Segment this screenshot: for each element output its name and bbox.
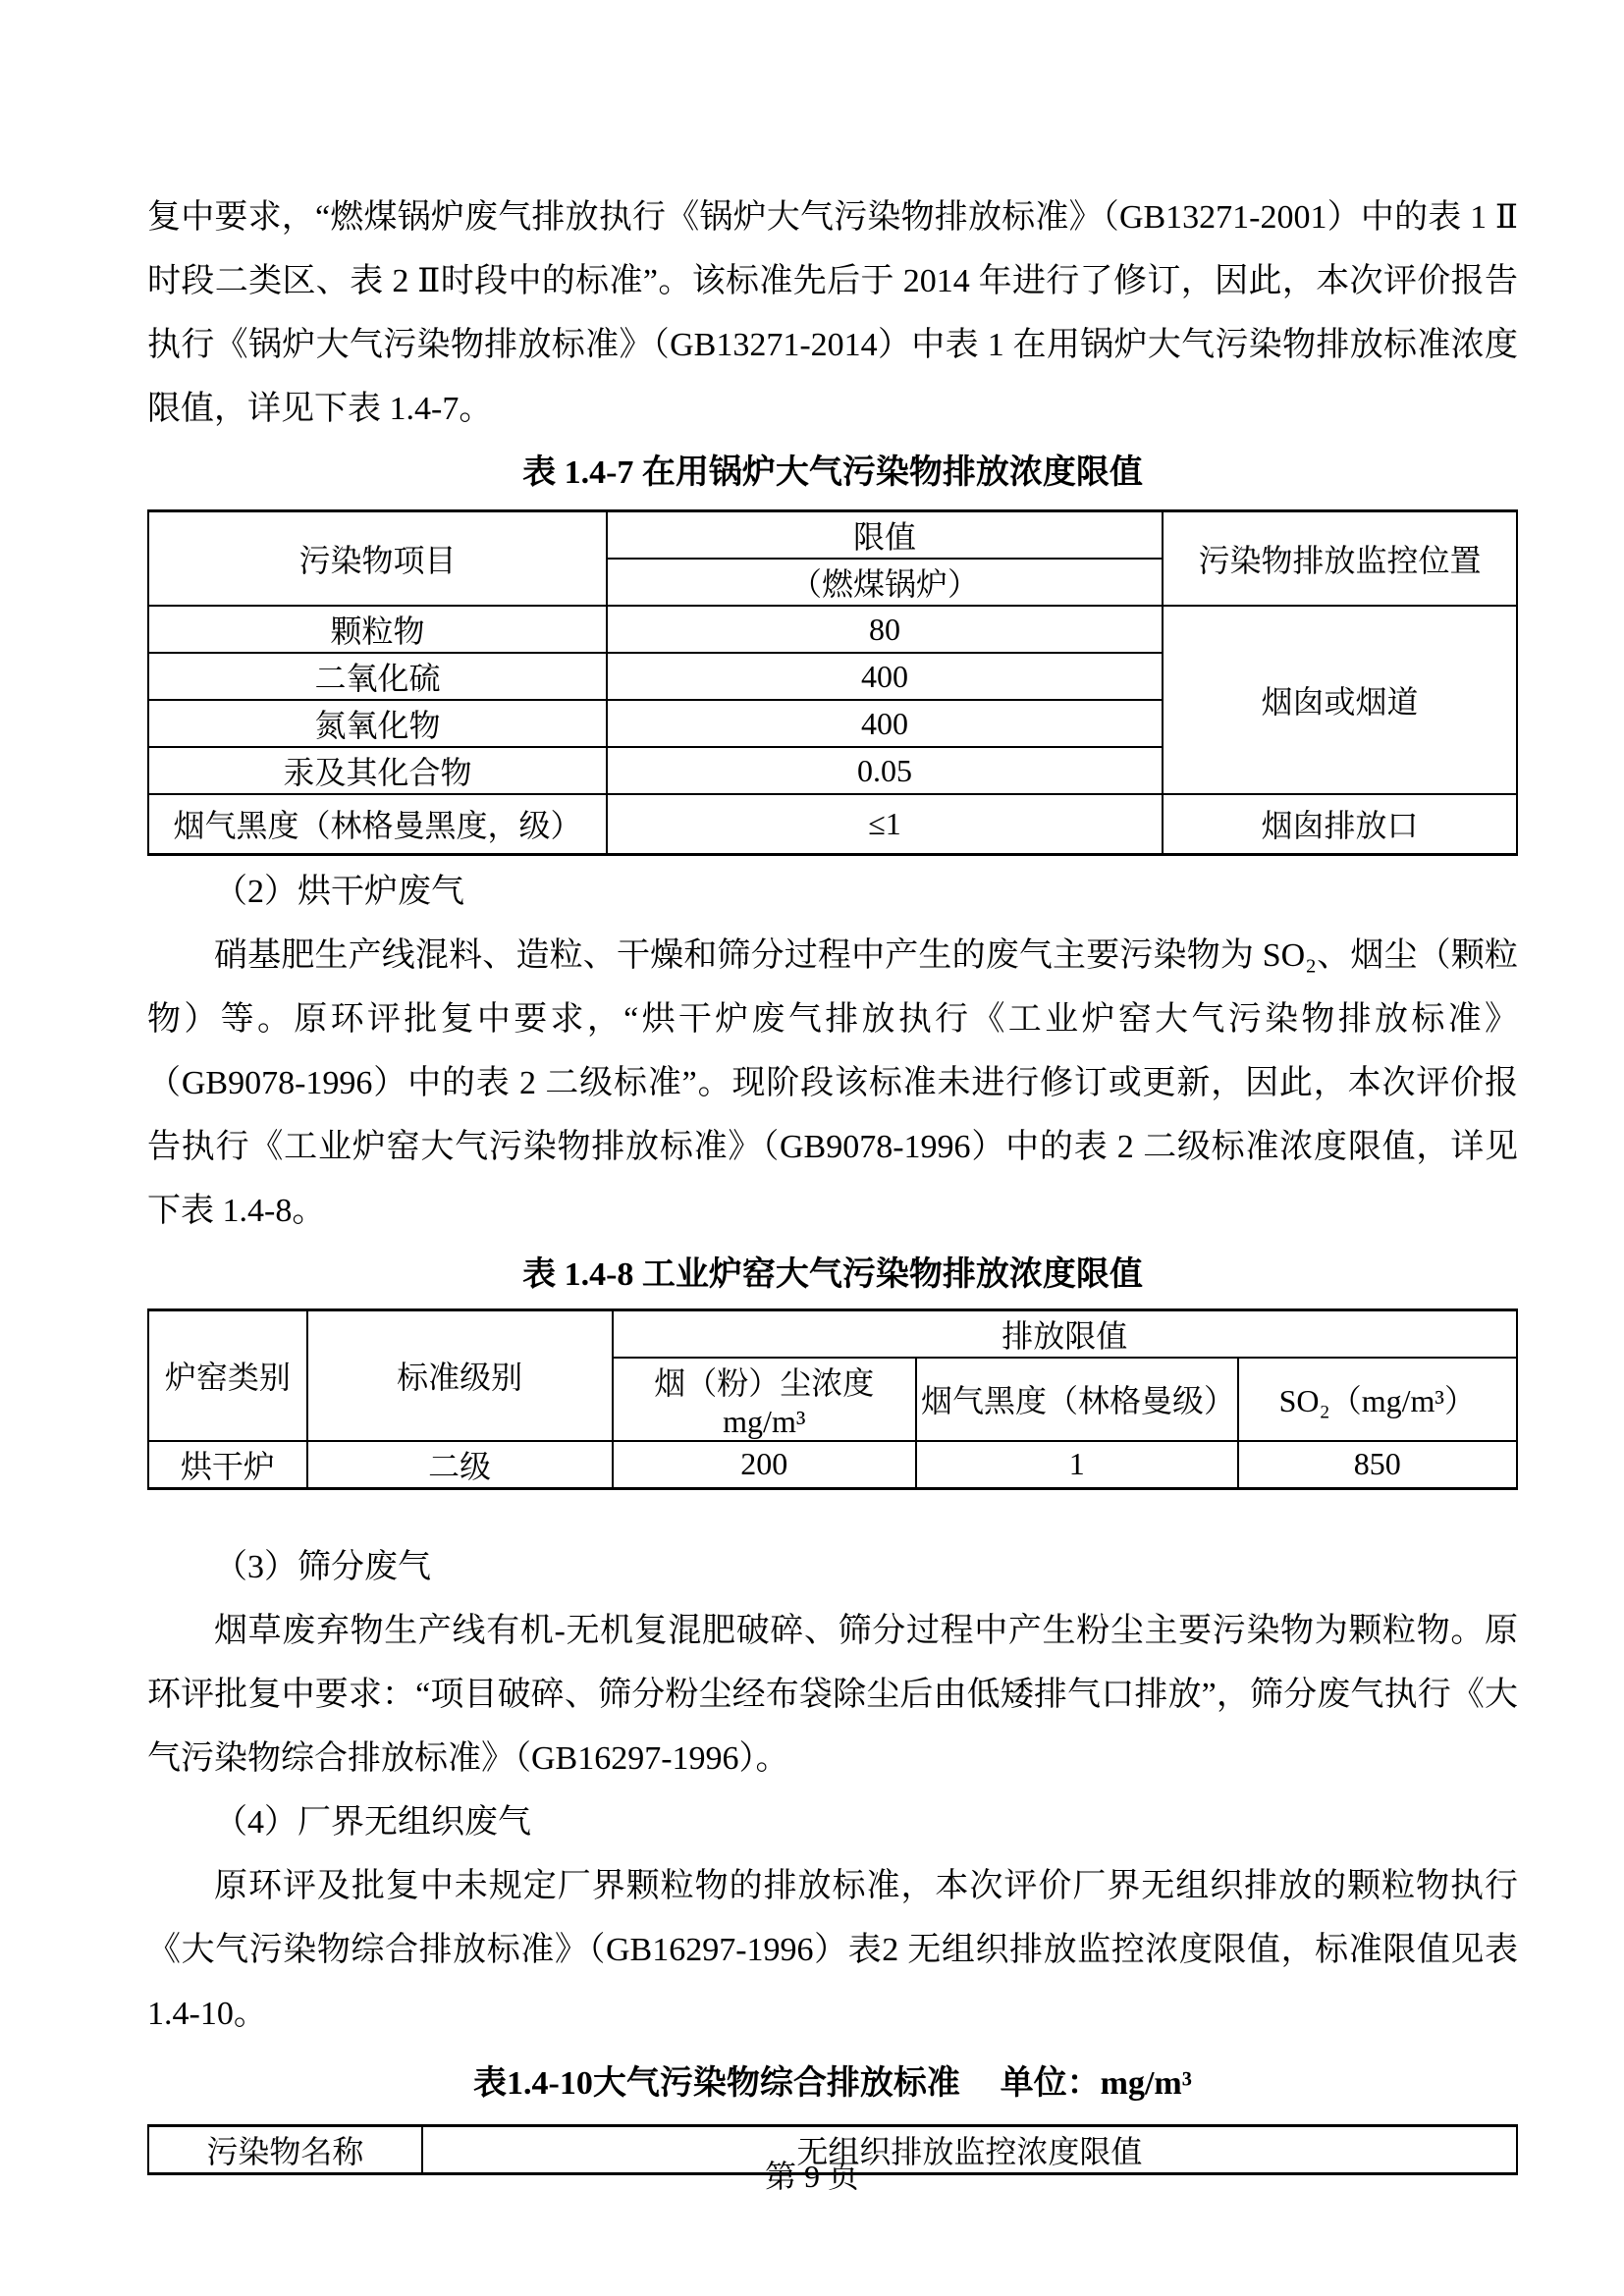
table-row xyxy=(148,1309,1517,1358)
paragraph-fugitive-emission: 原环评及批复中未规定厂界颗粒物的排放标准，本次评价厂界无组织排放的颗粒物执行《大气污染物综合排放标准》（GB16297-1996）表2 无组织排放监控浓度限值，标准限值见表1.4-10。 xyxy=(147,1867,1518,2032)
table-1-4-10-caption-title: 表1.4-10大气污染物综合排放标准 xyxy=(473,2064,960,2102)
paragraph-drying-furnace: 硝基肥生产线混料、造粒、干燥和筛分过程中产生的废气主要污染物为 SO₂、烟尘（颗粒物）等。原环评批复中要求，“烘干炉废气排放执行《工业炉窑大气污染物排放标准》（GB9078-1996）中的表 2 二级标准”。现阶段该标准未进行修订或更新，因此，本次评价报告执行《工业炉窑大气污染物排放标准》（GB9078-1996）中的表 2 二级标准浓度限值，详见下表 1.4-8。 xyxy=(147,936,1518,1229)
cell-location: 烟囱排放口 xyxy=(1163,794,1517,854)
table-row xyxy=(148,794,1517,854)
cell-limit-value: 80 xyxy=(607,606,1163,653)
section-4-heading: （4）厂界无组织废气 xyxy=(214,1803,531,1841)
table-1-4-8-caption: 表 1.4-8 工业炉窑大气污染物排放浓度限值 xyxy=(522,1255,1143,1293)
paragraph-boiler-standard: 复中要求，“燃煤锅炉废气排放执行《锅炉大气污染物排放标准》（GB13271-2001）中的表 1 Ⅱ时段二类区、表 2 Ⅱ时段中的标准”。该标准先后于 2014 年进行了修订，因此，本次评价报告执行《锅炉大气污染物排放标准》（GB13271-2014）中表 1 在用锅炉大气污染物排放标准浓度限值，详见下表 1.4-7。 xyxy=(147,199,1518,427)
cell-pollutant: 汞及其化合物 xyxy=(148,747,607,794)
document-content xyxy=(147,186,1518,2175)
header-standard-level: 标准级别 xyxy=(307,1309,613,1441)
cell-limit-value: 400 xyxy=(607,653,1163,700)
cell-limit-value: 0.05 xyxy=(607,747,1163,794)
header-smoke-blackness: 烟气黑度（林格曼级） xyxy=(916,1358,1238,1441)
header-kiln-type: 炉窑类别 xyxy=(148,1309,307,1441)
table-row xyxy=(148,1441,1517,1489)
cell-location-span: 烟囱或烟道 xyxy=(1163,606,1517,794)
section-2-heading: （2）烘干炉废气 xyxy=(214,873,464,910)
header-pollutant: 污染物项目 xyxy=(148,511,607,607)
cell-pollutant: 二氧化硫 xyxy=(148,653,607,700)
cell-dust-value: 200 xyxy=(613,1441,916,1489)
cell-limit-value: ≤1 xyxy=(607,794,1163,854)
page-number: 第 9 页 xyxy=(764,2159,859,2194)
table-1-4-7-caption: 表 1.4-7 在用锅炉大气污染物排放浓度限值 xyxy=(522,454,1143,491)
header-pollutant-name: 污染物名称 xyxy=(148,2125,422,2173)
cell-pollutant: 氮氧化物 xyxy=(148,700,607,747)
table-1-4-8 xyxy=(147,1308,1518,1490)
header-monitor-location: 污染物排放监控位置 xyxy=(1163,511,1517,607)
cell-pollutant: 烟气黑度（林格曼黑度，级） xyxy=(148,794,607,854)
header-fugitive-limit: 无组织排放监控浓度限值 xyxy=(422,2125,1517,2173)
table-row xyxy=(148,606,1517,653)
header-dust-concentration: 烟（粉）尘浓度 mg/m³ xyxy=(613,1358,916,1441)
cell-blackness-value: 1 xyxy=(916,1441,1238,1489)
header-limit: 限值 xyxy=(607,511,1163,560)
table-1-4-10-caption-unit: 单位：mg/m³ xyxy=(1000,2064,1192,2102)
header-emission-limit: 排放限值 xyxy=(613,1309,1517,1358)
cell-so2-value: 850 xyxy=(1238,1441,1517,1489)
cell-standard-level: 二级 xyxy=(307,1441,613,1489)
cell-kiln-type: 烘干炉 xyxy=(148,1441,307,1489)
table-1-4-7 xyxy=(147,509,1518,856)
table-1-4-10-caption xyxy=(147,2052,1518,2115)
header-limit-sub: （燃煤锅炉） xyxy=(607,559,1163,606)
section-3-heading: （3）筛分废气 xyxy=(214,1548,431,1585)
cell-pollutant: 颗粒物 xyxy=(148,606,607,653)
header-so2: SO₂（mg/m³） xyxy=(1238,1358,1517,1441)
cell-limit-value: 400 xyxy=(607,700,1163,747)
table-row xyxy=(148,511,1517,560)
paragraph-screening-gas: 烟草废弃物生产线有机-无机复混肥破碎、筛分过程中产生粉尘主要污染物为颗粒物。原环评批复中要求：“项目破碎、筛分粉尘经布袋除尘后由低矮排气口排放”，筛分废气执行《大气污染物综合排放标准》（GB16297-1996）。 xyxy=(147,1612,1518,1777)
